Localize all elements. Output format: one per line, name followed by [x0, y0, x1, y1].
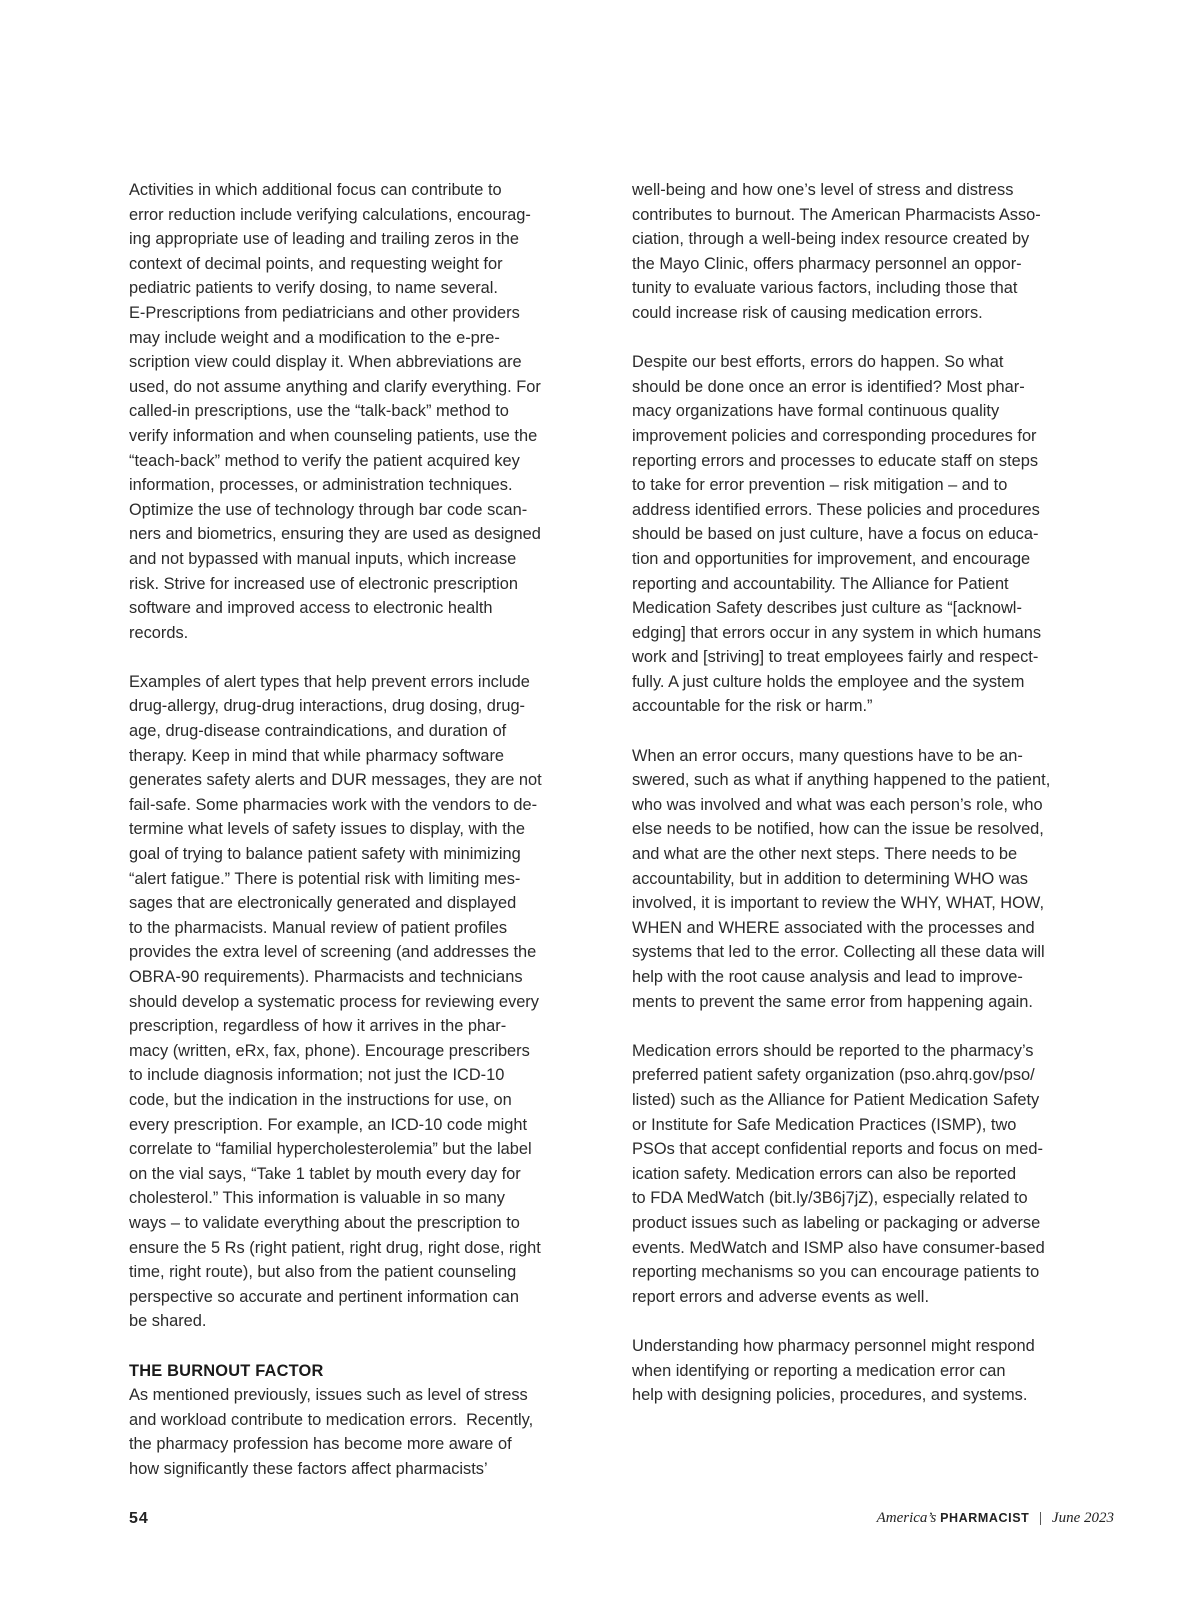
- text-line: Optimize the use of technology through bar code scan-: [129, 500, 528, 519]
- text-line: used, do not assume anything and clarify everything. For: [129, 377, 541, 396]
- paragraph: [632, 1334, 1124, 1408]
- text-line: reporting errors and processes to educate staff on steps: [632, 451, 1039, 470]
- text-line: Understanding how pharmacy personnel might respond: [632, 1336, 1035, 1355]
- text-line: should develop a systematic process for reviewing every: [129, 992, 539, 1011]
- text-line: verify information and when counseling patients, use the: [129, 426, 538, 445]
- section-heading: THE BURNOUT FACTOR: [129, 1361, 324, 1380]
- text-line: tion and opportunities for improvement, and encourage: [632, 549, 1031, 568]
- text-line: should be based on just culture, have a focus on educa-: [632, 525, 1039, 544]
- text-line: every prescription. For example, an ICD-10 code might: [129, 1115, 528, 1134]
- text-line: when identifying or reporting a medication error can: [632, 1361, 1006, 1380]
- text-line: fully. A just culture holds the employee and the system: [632, 672, 1025, 691]
- text-line: should be done once an error is identified? Most phar-: [632, 377, 1025, 396]
- left-column: [129, 178, 621, 1481]
- text-line: prescription, regardless of how it arrives in the phar-: [129, 1017, 507, 1036]
- text-line: ments to prevent the same error from happening again.: [632, 992, 1033, 1011]
- text-line: could increase risk of causing medication errors.: [632, 303, 983, 322]
- paragraph: [632, 350, 1124, 719]
- text-line: As mentioned previously, issues such as level of stress: [129, 1386, 528, 1405]
- text-line: ensure the 5 Rs (right patient, right drug, right dose, right: [129, 1238, 541, 1257]
- text-line: improvement policies and corresponding procedures for: [632, 426, 1037, 445]
- text-line: or Institute for Safe Medication Practices (ISMP), two: [632, 1115, 1017, 1134]
- text-line: When an error occurs, many questions have to be an-: [632, 746, 1023, 765]
- text-line: ciation, through a well-being index resource created by: [632, 230, 1030, 249]
- text-line: events. MedWatch and ISMP also have consumer-based: [632, 1238, 1045, 1257]
- text-line: the pharmacy profession has become more aware of: [129, 1435, 512, 1454]
- text-line: be shared.: [129, 1312, 207, 1331]
- footer-separator: |: [1039, 1510, 1043, 1526]
- text-line: correlate to “familial hypercholesterolemia” but the label: [129, 1140, 532, 1159]
- text-line: WHEN and WHERE associated with the processes and: [632, 918, 1035, 937]
- text-line: perspective so accurate and pertinent information can: [129, 1287, 519, 1306]
- text-line: reporting mechanisms so you can encourage patients to: [632, 1263, 1040, 1282]
- text-line: age, drug-disease contraindications, and duration of: [129, 722, 507, 741]
- text-line: else needs to be notified, how can the issue be resolved,: [632, 820, 1044, 839]
- text-line: records.: [129, 623, 189, 642]
- text-line: involved, it is important to review the WHY, WHAT, HOW,: [632, 894, 1045, 913]
- text-line: drug-allergy, drug-drug interactions, drug dosing, drug-: [129, 697, 526, 716]
- text-line: macy (written, eRx, fax, phone). Encourage prescribers: [129, 1041, 530, 1060]
- text-line: therapy. Keep in mind that while pharmacy software: [129, 746, 505, 765]
- text-line: sages that are electronically generated and displayed: [129, 894, 517, 913]
- text-line: preferred patient safety organization (pso.ahrq.gov/pso/: [632, 1066, 1035, 1085]
- text-line: software and improved access to electronic health: [129, 599, 493, 618]
- text-line: tunity to evaluate various factors, including those that: [632, 279, 1018, 298]
- text-line: on the vial says, “Take 1 tablet by mouth every day for: [129, 1164, 521, 1183]
- text-line: Activities in which additional focus can contribute to: [129, 181, 502, 199]
- text-line: to the pharmacists. Manual review of patient profiles: [129, 918, 508, 937]
- text-line: accountability, but in addition to determining WHO was: [632, 869, 1028, 888]
- paragraph: [632, 178, 1124, 326]
- text-line: help with the root cause analysis and lead to improve-: [632, 968, 1023, 986]
- text-line: reporting and accountability. The Alliance for Patient: [632, 574, 1009, 593]
- text-line: OBRA-90 requirements). Pharmacists and technicians: [129, 968, 523, 986]
- text-line: context of decimal points, and requesting weight for: [129, 254, 503, 273]
- text-line: the Mayo Clinic, offers pharmacy personnel an oppor-: [632, 254, 1022, 273]
- text-line: work and [striving] to treat employees fairly and respect-: [632, 648, 1039, 667]
- text-line: to FDA MedWatch (bit.ly/3B6j7jZ), especially related to: [632, 1189, 1028, 1208]
- text-line: termine what levels of safety issues to display, with the: [129, 820, 525, 839]
- text-line: called-in prescriptions, use the “talk-back” method to: [129, 402, 509, 421]
- text-line: and workload contribute to medication errors. Recently,: [129, 1410, 534, 1429]
- text-line: pediatric patients to verify dosing, to name several.: [129, 279, 498, 298]
- text-line: generates safety alerts and DUR messages, they are not: [129, 771, 542, 790]
- text-line: Medication errors should be reported to the pharmacy’s: [632, 1041, 1034, 1060]
- text-line: help with designing policies, procedures, and systems.: [632, 1386, 1028, 1405]
- masthead: [877, 1510, 1114, 1527]
- text-line: swered, such as what if anything happened to the patient,: [632, 771, 1051, 790]
- text-line: risk. Strive for increased use of electronic prescription: [129, 574, 518, 593]
- text-line: “alert fatigue.” There is potential risk with limiting mes-: [129, 869, 521, 888]
- text-line: macy organizations have formal continuous quality: [632, 402, 1000, 421]
- text-line: goal of trying to balance patient safety with minimizing: [129, 845, 521, 864]
- text-line: ication safety. Medication errors can also be reported: [632, 1164, 1017, 1183]
- paragraph: [129, 178, 621, 645]
- text-line: provides the extra level of screening (and addresses the: [129, 943, 537, 962]
- text-line: how significantly these factors affect pharmacists’: [129, 1459, 488, 1478]
- text-line: accountable for the risk or harm.”: [632, 697, 873, 716]
- text-line: “teach-back” method to verify the patient acquired key: [129, 451, 520, 470]
- magazine-prefix: America’s: [876, 1510, 937, 1526]
- text-line: product issues such as labeling or packaging or adverse: [632, 1213, 1041, 1232]
- paragraph: [632, 1039, 1124, 1310]
- text-line: time, right route), but also from the patient counseling: [129, 1263, 517, 1282]
- text-line: well-being and how one’s level of stress and distress: [632, 181, 1014, 199]
- page-number: 54: [129, 1510, 149, 1527]
- text-line: edging] that errors occur in any system in which humans: [632, 623, 1042, 642]
- text-line: cholesterol.” This information is valuable in so many: [129, 1189, 505, 1208]
- text-line: and what are the other next steps. There needs to be: [632, 845, 1018, 864]
- text-line: code, but the indication in the instructions for use, on: [129, 1090, 512, 1109]
- text-line: fail-safe. Some pharmacies work with the vendors to de-: [129, 795, 538, 814]
- text-line: scription view could display it. When abbreviations are: [129, 353, 522, 372]
- text-line: PSOs that accept confidential reports and focus on med-: [632, 1140, 1043, 1159]
- text-line: ways – to validate everything about the prescription to: [129, 1213, 520, 1232]
- text-line: who was involved and what was each person’s role, who: [632, 795, 1043, 814]
- magazine-brand: PHARMACIST: [940, 1511, 1030, 1525]
- text-line: E-Prescriptions from pediatricians and other providers: [129, 303, 520, 322]
- text-line: error reduction include verifying calculations, encourag-: [129, 205, 531, 224]
- text-line: systems that led to the error. Collecting all these data will: [632, 943, 1045, 962]
- text-line: may include weight and a modification to the e-pre-: [129, 328, 500, 347]
- text-line: Examples of alert types that help prevent errors include: [129, 672, 530, 691]
- text-line: report errors and adverse events as well.: [632, 1287, 929, 1306]
- text-line: and not bypassed with manual inputs, which increase: [129, 549, 517, 568]
- right-column: [632, 178, 1124, 1408]
- text-line: Medication Safety describes just culture as “[acknowl-: [632, 599, 1022, 618]
- text-line: ing appropriate use of leading and trailing zeros in the: [129, 230, 519, 249]
- issue-date: June 2023: [1051, 1510, 1114, 1526]
- paragraph: [129, 1383, 621, 1481]
- text-line: information, processes, or administration techniques.: [129, 476, 513, 495]
- text-line: to take for error prevention – risk mitigation – and to: [632, 476, 1008, 495]
- text-line: ners and biometrics, ensuring they are used as designed: [129, 525, 541, 544]
- paragraph: [129, 670, 621, 1334]
- text-line: Despite our best efforts, errors do happen. So what: [632, 353, 1004, 372]
- text-line: listed) such as the Alliance for Patient Medication Safety: [632, 1090, 1040, 1109]
- paragraph: [632, 744, 1124, 1015]
- text-line: to include diagnosis information; not just the ICD-10: [129, 1066, 505, 1085]
- text-line: address identified errors. These policies and procedures: [632, 500, 1040, 519]
- text-line: contributes to burnout. The American Pharmacists Asso-: [632, 205, 1041, 224]
